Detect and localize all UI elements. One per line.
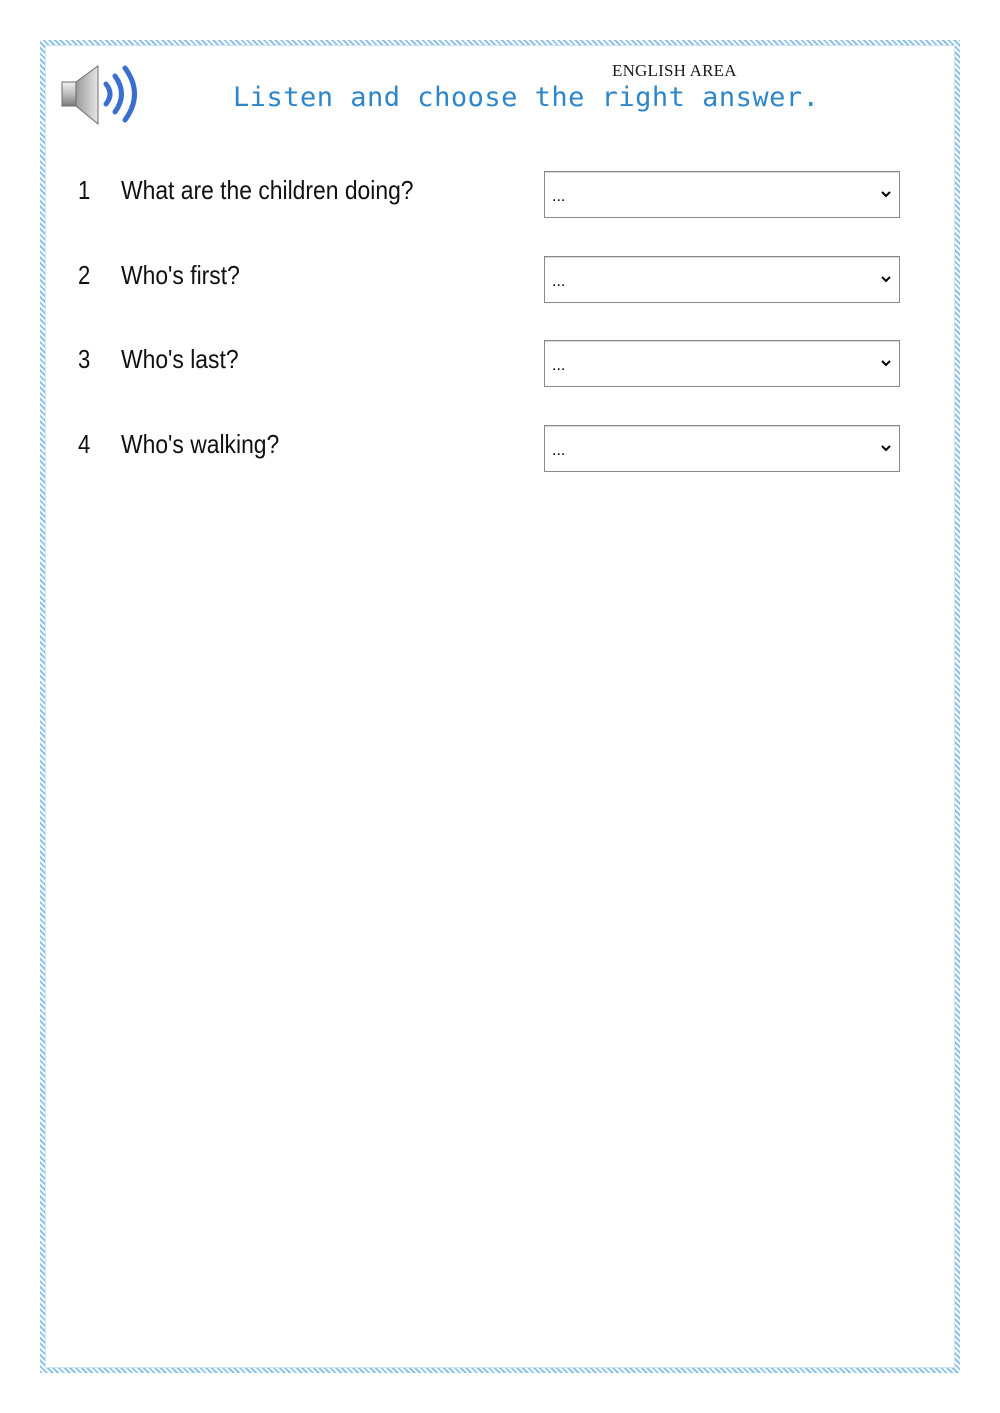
question-row-1 [0,171,1000,219]
question-text: Who's walking? [121,429,280,459]
question-row-2 [0,256,1000,304]
question-number: 4 [78,429,91,459]
question-text: What are the children doing? [121,175,414,205]
page-border-inner [45,45,955,1368]
chevron-down-icon [880,188,892,200]
chevron-down-icon [880,357,892,369]
dropdown-value: ... [552,188,566,205]
answer-dropdown-2[interactable] [544,256,900,303]
question-text: Who's last? [121,344,239,374]
speaker-icon[interactable] [58,62,146,128]
dropdown-value: ... [552,357,566,374]
chevron-down-icon [880,442,892,454]
question-number: 1 [78,175,91,205]
question-text: Who's first? [121,260,240,290]
answer-dropdown-1[interactable] [544,171,900,218]
question-number: 2 [78,260,91,290]
answer-dropdown-4[interactable] [544,425,900,472]
header-label: ENGLISH AREA [612,61,737,80]
question-number: 3 [78,344,91,374]
dropdown-value: ... [552,442,566,459]
chevron-down-icon [880,273,892,285]
answer-dropdown-3[interactable] [544,340,900,387]
question-row-4 [0,425,1000,473]
instruction-title: Listen and choose the right answer. [233,82,820,113]
dropdown-value: ... [552,273,566,290]
question-row-3 [0,340,1000,388]
